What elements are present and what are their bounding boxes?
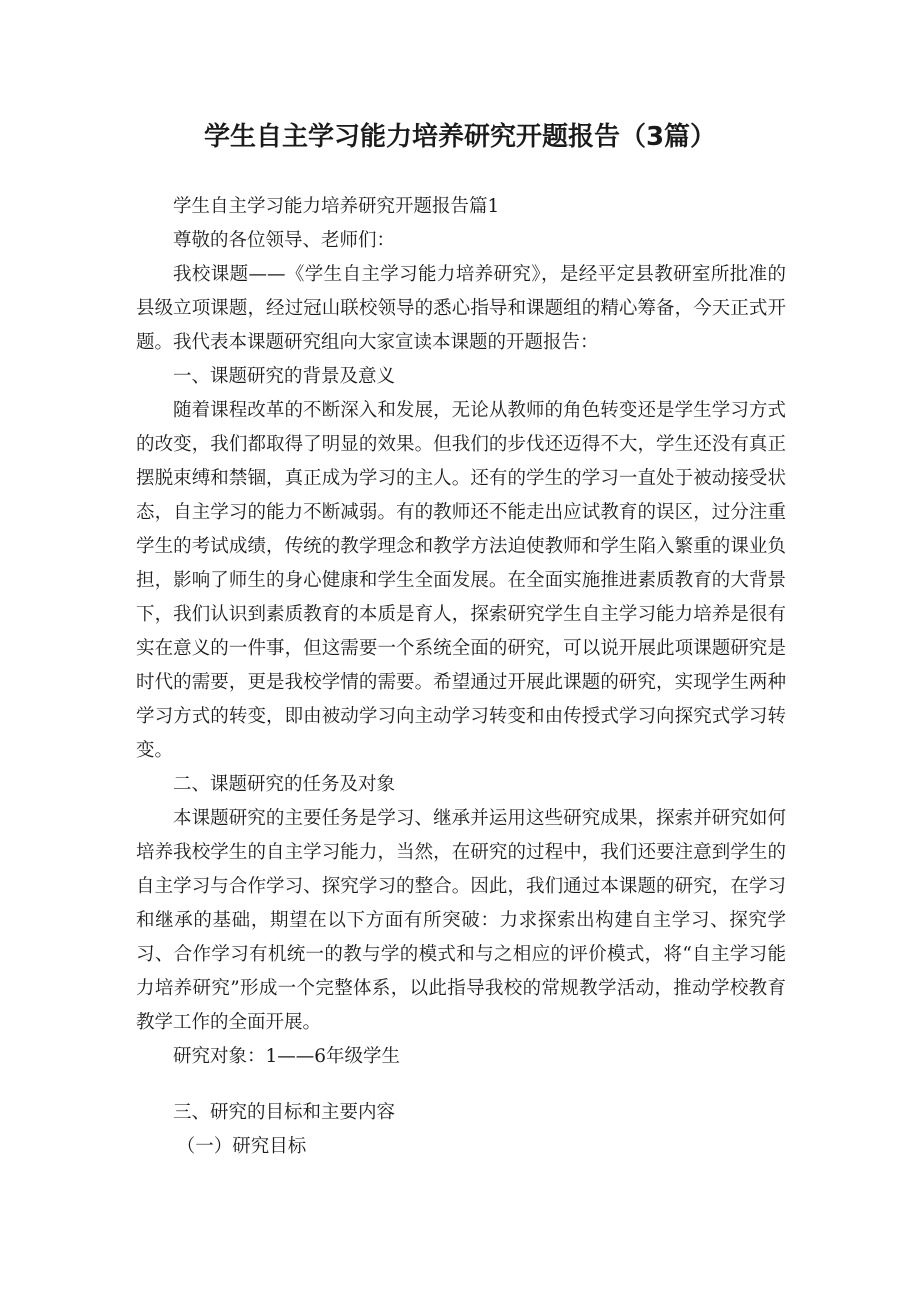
heading-goals-content: 三、研究的目标和主要内容 xyxy=(173,1102,396,1123)
research-objects-line: 研究对象：1——6年级学生 xyxy=(173,1046,401,1067)
heading-tasks-objects: 二、课题研究的任务及对象 xyxy=(173,774,396,795)
tasks-paragraph: 本课题研究的主要任务是学习、继承并运用这些研究成果，探索并研究如何培养我校学生的自主学习能力，当然，在研究的过程中，我们还要注意到学生的自主学习与合作学习、探究学习的整合。因此，我们通过本课题的研究，在学习和继承的基础，期望在以下方面有所突破：力求探索出构建自主学习、探究学习、合作学习有机统一的教与学的模式和与之相应的评价模式，将“自主学习能力培养研究”形成一个完整体系，以此指导我校的常规教学活动，推动学校教育教学工作的全面开展。 xyxy=(136,808,786,1033)
salutation: 尊敬的各位领导、老师们： xyxy=(173,230,396,251)
heading-background-significance: 一、课题研究的背景及意义 xyxy=(173,366,396,387)
subheading-research-goals: （一）研究目标 xyxy=(176,1136,307,1157)
document-title: 学生自主学习能力培养研究开题报告（3篇） xyxy=(203,122,717,152)
intro-paragraph: 我校课题——《学生自主学习能力培养研究》，是经平定县教研室所批准的县级立项课题，经过冠山联校领导的悉心指导和课题组的精心筹备，今天正式开题。我代表本课题研究组向大家宣读本课题的开题报告： xyxy=(136,264,786,353)
background-paragraph: 随着课程改革的不断深入和发展，无论从教师的角色转变还是学生学习方式的改变，我们都取得了明显的效果。但我们的步伐还迈得不大，学生还没有真正摆脱束缚和禁锢，真正成为学习的主人。还有的学生的学习一直处于被动接受状态，自主学习的能力不断减弱。有的教师还不能走出应试教育的误区，过分注重学生的考试成绩，传统的教学理念和教学方法迫使教师和学生陷入繁重的课业负担，影响了师生的身心健康和学生全面发展。在全面实施推进素质教育的大背景下，我们认识到素质教育的本质是育人，探索研究学生自主学习能力培养是很有实在意义的一件事，但这需要一个系统全面的研究，可以说开展此项课题研究是时代的需要，更是我校学情的需要。希望通过开展此课题的研究，实现学生两种学习方式的转变，即由被动学习向主动学习转变和由传授式学习向探究式学习转变。 xyxy=(136,400,786,761)
document-body xyxy=(136,190,786,1164)
section-heading-part-1: 学生自主学习能力培养研究开题报告篇1 xyxy=(173,196,500,217)
